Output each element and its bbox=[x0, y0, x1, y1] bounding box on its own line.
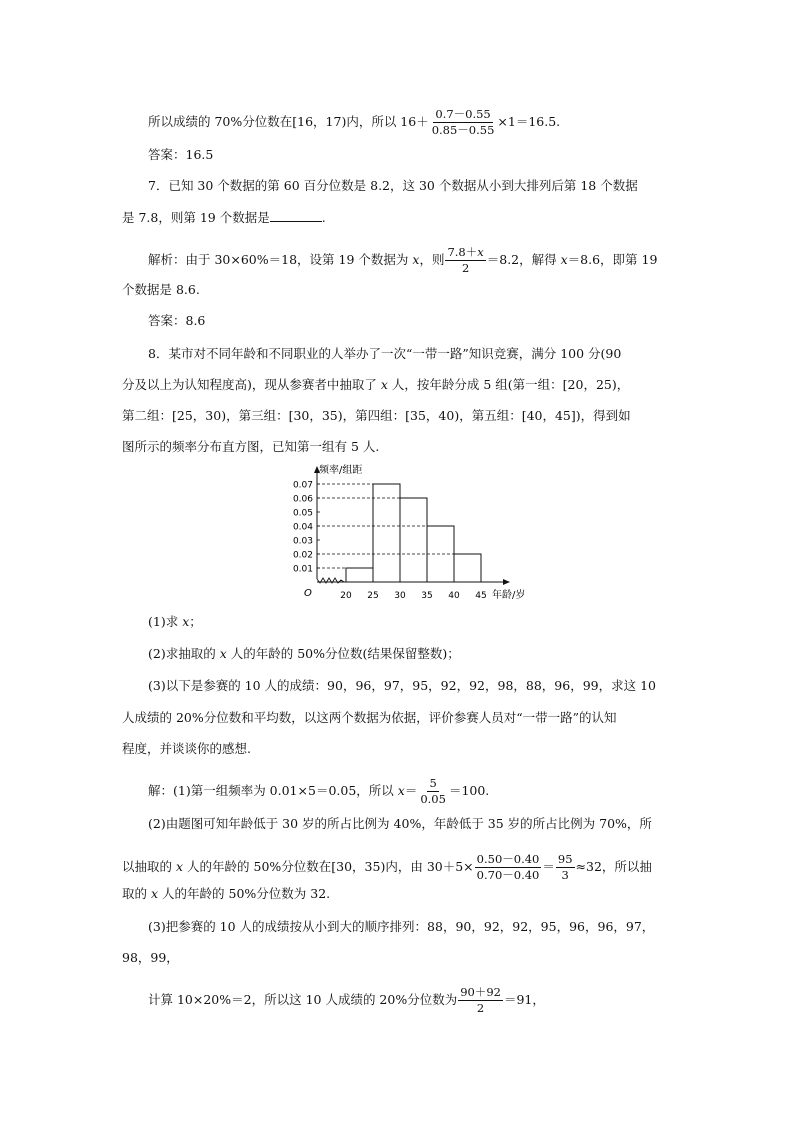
solution-8-part-1: 解：(1)第一组频率为 0.01×5＝0.05，所以 x＝ $\frac{5}{0.05}$ ＝100. bbox=[148, 776, 490, 806]
solution-7-line-1: 解析：由于 30×60%＝18，设第 19 个数据为 x，则 $\frac{7.8+x}{2}$ ＝8.2，解得 x＝8.6，即第 19 bbox=[148, 245, 658, 275]
sub-question-3-line-1: (3)以下是参赛的 10 人的成绩：90，96，97，95，92，92，98，88，96，99，求这 10 bbox=[148, 678, 656, 693]
y-axis-label: 频率/组距 bbox=[319, 465, 363, 476]
solution-8-part-2-line-2: 以抽取的 x 人的年龄的 50%分位数在[30，35)内，由 30＋5× $\frac{0.50-0.40}{0.70-0.40}$ ＝ $\frac{95}{3}$ ≈32，所以抽 bbox=[122, 852, 652, 882]
x-axis-label: 年龄/岁 bbox=[492, 590, 526, 601]
sub-question-1: (1)求 x； bbox=[148, 614, 202, 629]
x-tick-label: 40 bbox=[448, 591, 460, 601]
histogram-bar-25-30 bbox=[373, 484, 400, 582]
histogram-bar-30-35 bbox=[400, 498, 427, 582]
solution-7-line-2: 个数据是 8.6. bbox=[122, 282, 200, 297]
question-7-line-2: 是 7.8，则第 19 个数据是 . bbox=[122, 210, 326, 225]
solution-8-part-2-line-1: (2)由题图可知年龄低于 30 岁的所占比例为 40%，年龄低于 35 岁的所占比例为 70%，所 bbox=[148, 816, 652, 831]
fraction: $\frac{90+92}{2}$ bbox=[460, 985, 501, 1015]
answer-blank bbox=[270, 209, 322, 222]
y-tick-label: 0.04 bbox=[292, 522, 313, 533]
sub-question-3-line-3: 程度，并谈谈你的感想. bbox=[122, 741, 251, 756]
x-tick-label: 45 bbox=[475, 591, 487, 601]
question-8-line-4: 图所示的频率分布直方图，已知第一组有 5 人. bbox=[122, 439, 380, 454]
fraction: $\frac{95}{3}$ bbox=[557, 852, 573, 882]
solution-8-part-3-line-1: (3)把参赛的 10 人的成绩按从小到大的顺序排列：88，90，92，92，95，96，96，97， bbox=[148, 919, 655, 934]
x-tick-label: 35 bbox=[421, 591, 433, 601]
answer-line: 答案：16.5 bbox=[148, 147, 214, 162]
histogram-bar-20-25 bbox=[346, 568, 373, 582]
text-line: 所以成绩的 70%分位数在[16，17)内，所以 16＋ $\frac{0.7-0.55}{0.85-0.55}$ ×1＝16.5. bbox=[148, 107, 561, 137]
x-axis-arrow bbox=[503, 579, 510, 585]
sub-question-3-line-2: 人成绩的 20%分位数和平均数，以这两个数据为依据，评价参赛人员对“一带一路”的认知 bbox=[122, 710, 617, 725]
question-7-line-1: 7．已知 30 个数据的第 60 百分位数是 8.2，这 30 个数据从小到大排列后第 18 个数据 bbox=[148, 178, 638, 193]
y-tick-label: 0.05 bbox=[292, 508, 313, 519]
frequency-histogram bbox=[280, 462, 540, 602]
y-tick-label: 0.06 bbox=[292, 494, 313, 505]
question-8-line-3: 第二组：[25，30)，第三组：[30，35)，第四组：[35，40)，第五组：[40，45])，得到如 bbox=[122, 408, 631, 423]
question-8-line-1: 8．某市对不同年龄和不同职业的人举办了一次“一带一路”知识竞赛，满分 100 分(90 bbox=[148, 346, 622, 361]
fraction: $\frac{0.7-0.55}{0.85-0.55}$ bbox=[431, 107, 495, 137]
fraction: $\frac{0.50-0.40}{0.70-0.40}$ bbox=[476, 852, 540, 882]
question-8-line-2: 分及以上为认知程度高)，现从参赛者中抽取了 x 人，按年龄分成 5 组(第一组：[20，25)， bbox=[122, 377, 630, 392]
solution-8-part-3-line-3: 计算 10×20%＝2，所以这 10 人成绩的 20%分位数为 $\frac{90+92}{2}$ ＝91， bbox=[148, 985, 545, 1015]
x-tick-label: 20 bbox=[340, 591, 352, 601]
x-tick-label: 25 bbox=[367, 591, 379, 601]
y-tick-label: 0.07 bbox=[292, 480, 313, 491]
x-tick-label: 30 bbox=[394, 591, 406, 601]
histogram-bar-40-45 bbox=[454, 554, 481, 582]
fraction: $\frac{7.8+x}{2}$ bbox=[447, 245, 484, 275]
solution-8-part-2-line-3: 取的 x 人的年龄的 50%分位数为 32. bbox=[122, 886, 331, 901]
answer-line: 答案：8.6 bbox=[148, 313, 206, 328]
y-tick-label: 0.01 bbox=[292, 564, 313, 575]
sub-question-2: (2)求抽取的 x 人的年龄的 50%分位数(结果保留整数)； bbox=[148, 646, 460, 661]
solution-8-part-3-line-2: 98，99， bbox=[122, 950, 179, 965]
origin-label: O bbox=[304, 588, 312, 599]
y-tick-label: 0.03 bbox=[292, 536, 313, 547]
fraction: $\frac{5}{0.05}$ bbox=[420, 776, 446, 806]
y-tick-label: 0.02 bbox=[292, 550, 313, 561]
